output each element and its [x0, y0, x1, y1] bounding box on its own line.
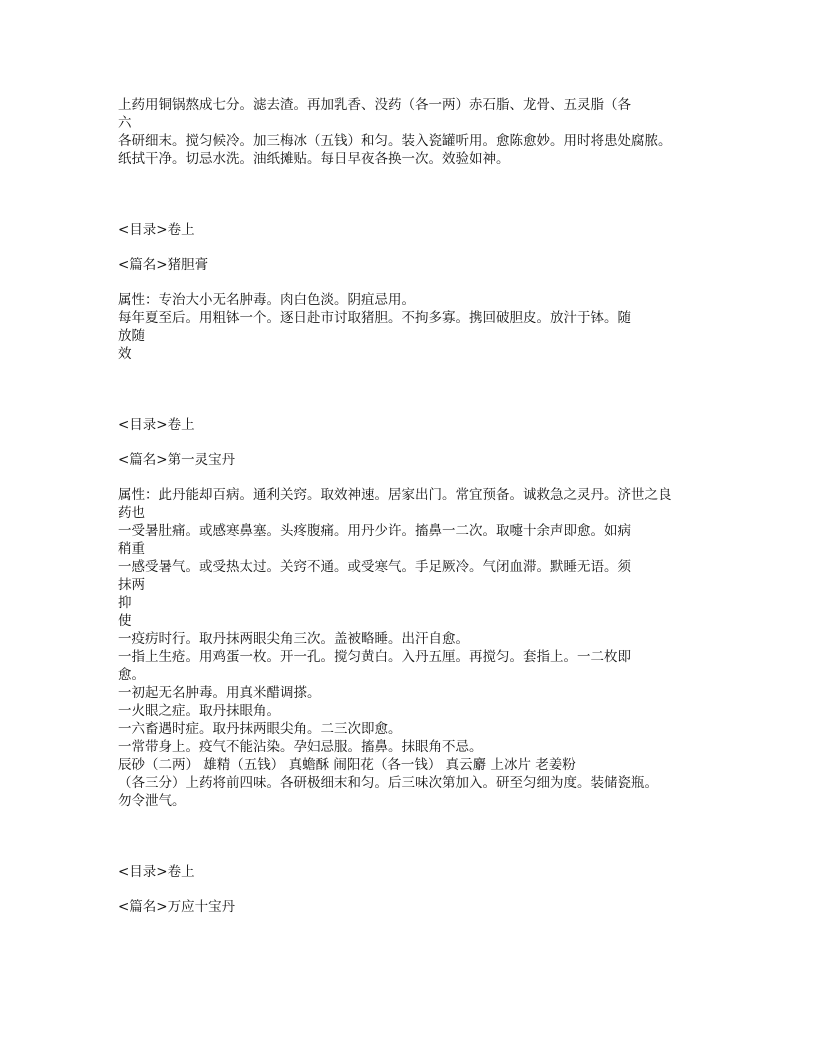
text-line: 纸拭干净。切忌水洗。油纸摊贴。每日早夜各换一次。效验如神。: [118, 151, 510, 167]
document-page: [118, 96, 708, 916]
text-line: 六: [118, 115, 132, 131]
section-title: <篇名>第一灵宝丹: [118, 452, 236, 468]
text-line: 上药用铜锅熬成七分。滤去渣。再加乳香、没药（各一两）赤石脂、龙骨、五灵脂（各: [118, 97, 631, 113]
text-line: 效: [118, 346, 132, 362]
text-line: 各研细末。搅匀候冷。加三梅冰（五钱）和匀。装入瓷罐听用。愈陈愈妙。用时将患处腐脓。: [118, 133, 672, 149]
text-line: 属性：此丹能却百病。通利关窍。取效神速。居家出门。常宜预备。诚救急之灵丹。济世之良: [118, 487, 672, 503]
text-line: 一指上生疮。用鸡蛋一枚。开一孔。搅匀黄白。入丹五厘。再搅匀。套指上。一二枚即: [118, 649, 631, 665]
section-title: <篇名>猪胆膏: [118, 257, 209, 273]
text-line: 勿令泄气。: [118, 793, 186, 809]
section-continuation: [118, 96, 708, 168]
section-wanyingshibaodan: [118, 863, 708, 916]
toc-label: <目录>卷上: [118, 864, 195, 880]
text-line: 抹两: [118, 577, 145, 593]
text-line: 一初起无名肿毒。用真米醋调搽。: [118, 685, 321, 701]
text-line: 使: [118, 613, 132, 629]
text-line: 一受暑肚痛。或感寒鼻塞。头疼腹痛。用丹少许。搐鼻一二次。取嚏十余声即愈。如病: [118, 523, 631, 539]
text-line: 药也: [118, 505, 145, 521]
text-line: 属性：专治大小无名肿毒。肉白色淡。阴疽忌用。: [118, 292, 415, 308]
text-line: 一常带身上。疫气不能沾染。孕妇忌服。搐鼻。抹眼角不忌。: [118, 739, 483, 755]
text-line: 一疫疠时行。取丹抹两眼尖角三次。盖被略睡。出汗自愈。: [118, 631, 469, 647]
text-line: 辰砂（二两） 雄精（五钱） 真蟾酥 闹阳花（各一钱） 真云麝 上冰片 老姜粉: [118, 757, 576, 773]
section-zhudangao: [118, 221, 708, 363]
section-title: <篇名>万应十宝丹: [118, 899, 236, 915]
text-line: 稍重: [118, 541, 145, 557]
text-line: 一六畜遇时症。取丹抹两眼尖角。二三次即愈。: [118, 721, 402, 737]
section-lingbaodan: [118, 416, 708, 810]
text-line: 抑: [118, 595, 132, 611]
toc-label: <目录>卷上: [118, 417, 195, 433]
toc-label: <目录>卷上: [118, 222, 195, 238]
text-line: （各三分）上药将前四味。各研极细末和匀。后三味次第加入。研至匀细为度。装储瓷瓶。: [118, 775, 658, 791]
text-line: 一感受暑气。或受热太过。关窍不通。或受寒气。手足厥冷。气闭血滞。默睡无语。须: [118, 559, 631, 575]
text-line: 每年夏至后。用粗钵一个。逐日赴市讨取猪胆。不拘多寡。携回破胆皮。放汁于钵。随: [118, 310, 631, 326]
text-line: 放随: [118, 328, 145, 344]
text-line: 愈。: [118, 667, 145, 683]
text-line: 一火眼之症。取丹抹眼角。: [118, 703, 280, 719]
